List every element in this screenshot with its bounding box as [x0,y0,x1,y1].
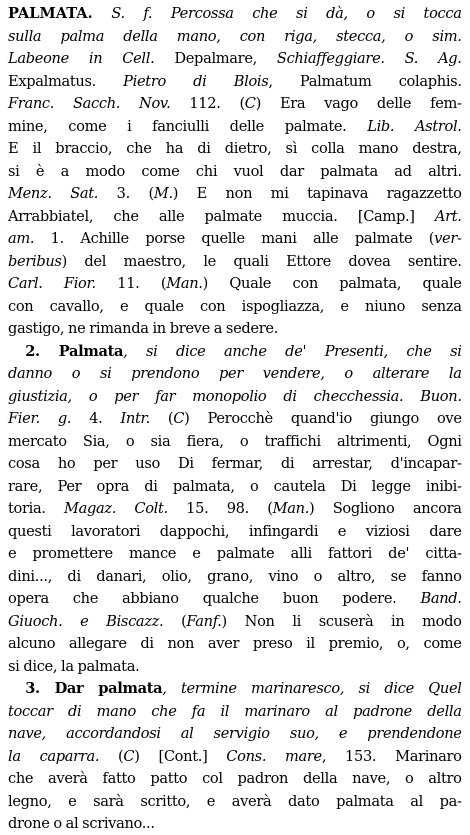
text-segment: ) E non mi tapinava ragazzetto [172,184,462,202]
text-segment: Intr. [120,409,150,427]
text-segment: Art. [434,206,462,225]
text-line [8,610,462,633]
text-line [8,295,462,318]
text-segment: Man. [166,274,203,292]
text-segment: ) Quale con palmata, quale [202,274,462,292]
text-segment: ( [163,611,187,630]
text-segment: dini..., di danari, olio, grano, vino o altro, se fanno [8,566,462,585]
text-line [8,340,462,363]
text-segment: opera che abbiano qualche buon podere. [8,589,421,607]
text-line [8,745,462,768]
text-line [8,700,462,723]
text-segment: Expalmatus. [8,71,124,90]
text-segment: beribus [8,251,62,270]
text-segment: ( [149,409,174,427]
text-line [8,70,462,93]
text-line [8,812,462,835]
text-line [8,272,462,295]
text-segment: ) Era vago delle fem- [255,94,462,112]
text-segment: toccar di mano che fa il marinaro al padrone della [8,701,462,720]
text-segment: con cavallo, e quale con ispogliazza, e niuno senza [8,296,462,315]
text-line [8,137,462,160]
text-segment: C [244,94,256,112]
text-line [8,542,462,565]
text-segment: Band. [420,589,462,607]
text-segment: toria. [8,499,64,517]
text-segment: , 153. Marinaro [321,746,462,765]
text-segment: Franc. Sacch. Nov. [8,94,171,112]
text-segment: Labeone in Cell. [8,49,155,67]
text-segment: 1. Achille porse quelle mani alle palmate ( [34,229,435,247]
text-line [8,227,462,250]
text-segment: ) del maestro, le quali Ettore dovea sentire. [61,251,462,270]
text-segment: Man. [272,499,310,517]
text-segment: ) [Cont.] [134,746,227,765]
text-segment: legno, e sarà scritto, e averà dato palmata al pa- [8,791,462,810]
text-line [8,25,462,48]
text-segment: 3. ( [98,184,154,202]
text-segment: Arrabbiatel, che alle palmate muccia. [Camp.] [8,206,435,225]
text-line [8,452,462,475]
text-line [8,385,462,408]
text-segment: che averà fatto patto col padron della nave, o altro [8,769,462,787]
text-segment: C [123,746,135,765]
text-segment: ver- [434,229,462,247]
text-segment: Carl. Fior. [8,274,96,292]
text-segment: Giuoch. e Biscazz. [8,611,164,630]
text-segment: Fanf. [186,611,222,630]
text-line [8,677,462,700]
sense-heading: 2. Palmata [25,341,124,360]
text-line [8,182,462,205]
text-line [8,655,462,678]
text-line [8,520,462,543]
text-line [8,362,462,385]
text-segment: ) Non li scuserà in modo [221,611,462,630]
text-segment: , termine marinaresco, si dice Quel [162,679,462,697]
text-segment: Depalmare, [154,49,277,67]
text-line [8,565,462,588]
text-segment: ) Perocchè quand'io giungo ove [184,409,462,427]
text-line [8,722,462,745]
text-segment: danno o si prendono per vendere, o alterare la [8,364,462,382]
text-segment: drone o al scrivano... [8,814,155,832]
text-segment: Lib. Astrol. [367,116,462,135]
text-segment: , Palmatum colaphis. [268,71,462,90]
text-segment: mercato Sia, o sia fiera, o traffichi altrimenti, Ogni [8,431,462,450]
text-segment: , si dice anche de' Presenti, che si [123,341,462,360]
text-line [8,632,462,655]
text-segment: 15. 98. ( [167,499,273,517]
text-line [8,790,462,813]
text-segment: M. [153,184,173,202]
text-segment: si è a modo come chi vuol dar palmata ad altri. [8,161,462,180]
text-segment: giustizia, o per far monopolio di checchessia. Buon. [8,386,462,405]
text-segment: 4. [71,409,121,427]
text-segment: Cons. mare [226,746,322,765]
text-line [8,587,462,610]
text-line [8,497,462,520]
text-segment: am. [8,229,35,247]
text-segment: alcuno allegare di non aver preso il premio, o, come [8,634,462,652]
text-segment: rare, Per opra di palmata, o cautela Di legge inibi- [8,476,462,495]
text-segment: la caparra. [8,746,100,765]
text-segment: C [173,409,185,427]
text-line [8,160,462,183]
text-segment: mine, come i fanciulli delle palmate. [8,116,368,135]
text-segment: E il braccio, che ha di dietro, sì colla mano destra, [8,139,462,157]
text-line [8,767,462,790]
text-segment: S. f. Percossa che si dà, o si tocca [92,4,462,22]
text-line [8,407,462,430]
text-segment: nave, accordandosi al servigio suo, e prendendone [8,724,462,742]
text-line [8,430,462,453]
text-segment: Menz. Sat. [8,184,99,202]
text-segment: gastigo, ne rimanda in breve a sedere. [8,319,279,337]
text-segment: sulla palma della mano, con riga, stecca, o sim. [8,26,462,45]
sense-heading: 3. Dar palmata [25,679,163,697]
text-line [8,92,462,115]
text-line [8,47,462,70]
text-segment: Pietro di Blois [123,71,269,90]
text-line [8,250,462,273]
text-segment: ( [99,746,124,765]
text-segment: Magaz. Colt. [63,499,168,517]
headword: PALMATA. [8,4,93,22]
text-segment: cosa ho per uso Di fermar, di arrestar, d'incapar- [8,454,462,472]
text-segment: Fier. g. [8,409,72,427]
text-line [8,115,462,138]
text-line [8,317,462,340]
text-segment: ) Sogliono ancora [309,499,462,517]
text-segment: 11. ( [95,274,167,292]
text-segment: Schiaffeggiare. S. Ag. [276,49,462,67]
text-line [8,475,462,498]
text-segment: e promettere mance e palmate alli fattori de' citta- [8,544,462,562]
text-segment: si dice, la palmata. [8,656,140,675]
text-segment: questi lavoratori dappochi, infingardi e viziosi dare [8,521,462,540]
text-segment: 112. ( [170,94,245,112]
text-line [8,205,462,228]
text-line [8,2,462,25]
